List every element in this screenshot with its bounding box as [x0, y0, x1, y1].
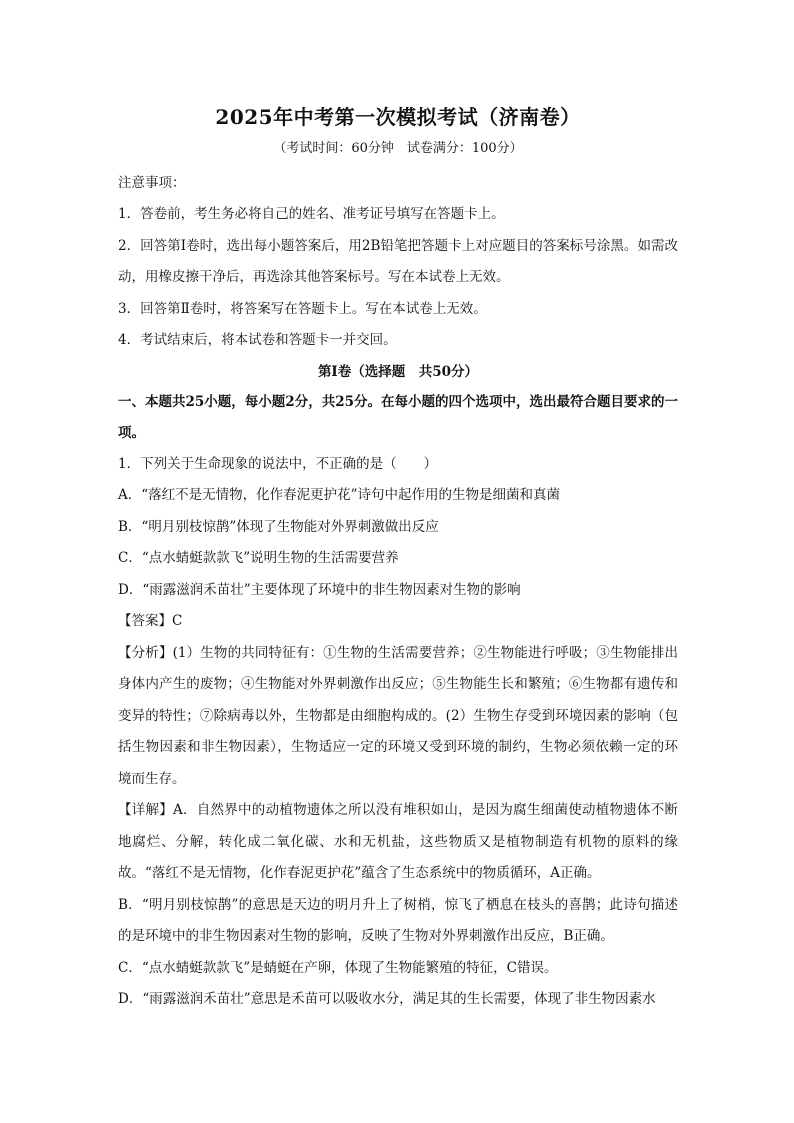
exam-title: 2025年中考第一次模拟考试（济南卷） — [215, 105, 581, 129]
question-stem: 1．下列关于生命现象的说法中，不正确的是（ ） — [118, 455, 438, 472]
exam-subtitle: （考试时间：60分钟 试卷满分：100分） — [273, 141, 523, 156]
note-item: 4．考试结束后，将本试卷和答题卡一并交回。 — [118, 332, 397, 348]
question-option-c: C．“点水蜻蜓款款飞”说明生物的生活需要营养 — [118, 550, 399, 566]
section-heading: 第Ⅰ卷（选择题 共50分） — [317, 363, 479, 380]
question-option-a: A．“落红不是无情物，化作春泥更护花”诗句中起作用的生物是细菌和真菌 — [118, 487, 561, 503]
notes-heading: 注意事项： — [118, 175, 186, 191]
note-item: 1．答卷前，考生务必将自己的姓名、准考证号填写在答题卡上。 — [118, 206, 505, 222]
explanation-paragraph: 【详解】A．自然界中的动植物遗体之所以没有堆积如山，是因为腐生细菌使动植物遗体不断地腐烂、分解，转化成二氧化碳、水和无机盐，这些物质又是植物制造有机物的原料的缘故。“落红不是无情物，化作春泥更护花”蕴含了生态系统中的物质循环，A正确。 — [118, 802, 678, 881]
analysis-paragraph: 【分析】(1）生物的共同特征有：①生物的生活需要营养；②生物能进行呼吸；③生物能排出身体内产生的废物；④生物能对外界刺激作出反应；⑤生物能生长和繁殖；⑥生物都有遗传和变异的特性；⑦除病毒以外，生物都是由细胞构成的。(2）生物生存受到环境因素的影响（包括生物因素和非生物因素），生物适应一定的环境又受到环境的制约，生物必须依赖一定的环境而生存。 — [118, 644, 678, 787]
page-content — [118, 100, 678, 1016]
question-option-b: B．“明月别枝惊鹊”体现了生物能对外界刺激做出反应 — [118, 518, 439, 535]
answer-line: 【答案】C — [118, 613, 183, 629]
question-option-d: D．“雨露滋润禾苗壮”主要体现了环境中的非生物因素对生物的影响 — [118, 581, 521, 598]
note-item: 3．回答第Ⅱ卷时，将答案写在答题卡上。写在本试卷上无效。 — [118, 300, 487, 317]
explanation-paragraph: D．“雨露滋润禾苗壮”意思是禾苗可以吸收水分，满足其的生长需要，体现了非生物因素水 — [118, 991, 656, 1007]
explanation-paragraph: B．“明月别枝惊鹊”的意思是天边的明月升上了树梢，惊飞了栖息在枝头的喜鹊；此诗句描述的是环境中的非生物因素对生物的影响，反映了生物对外界刺激作出反应，B正确。 — [118, 896, 678, 944]
part-instruction: 一、本题共25小题，每小题2分，共25分。在每小题的四个选项中，选出最符合题目要求的一项。 — [118, 393, 678, 441]
explanation-paragraph: C．“点水蜻蜓款款飞”是蜻蜓在产卵，体现了生物能繁殖的特征，C错误。 — [118, 959, 558, 976]
note-item: 2．回答第Ⅰ卷时，选出每小题答案后，用2B铅笔把答题卡上对应题目的答案标号涂黑。如需改动，用橡皮擦干净后，再选涂其他答案标号。写在本试卷上无效。 — [118, 237, 678, 285]
